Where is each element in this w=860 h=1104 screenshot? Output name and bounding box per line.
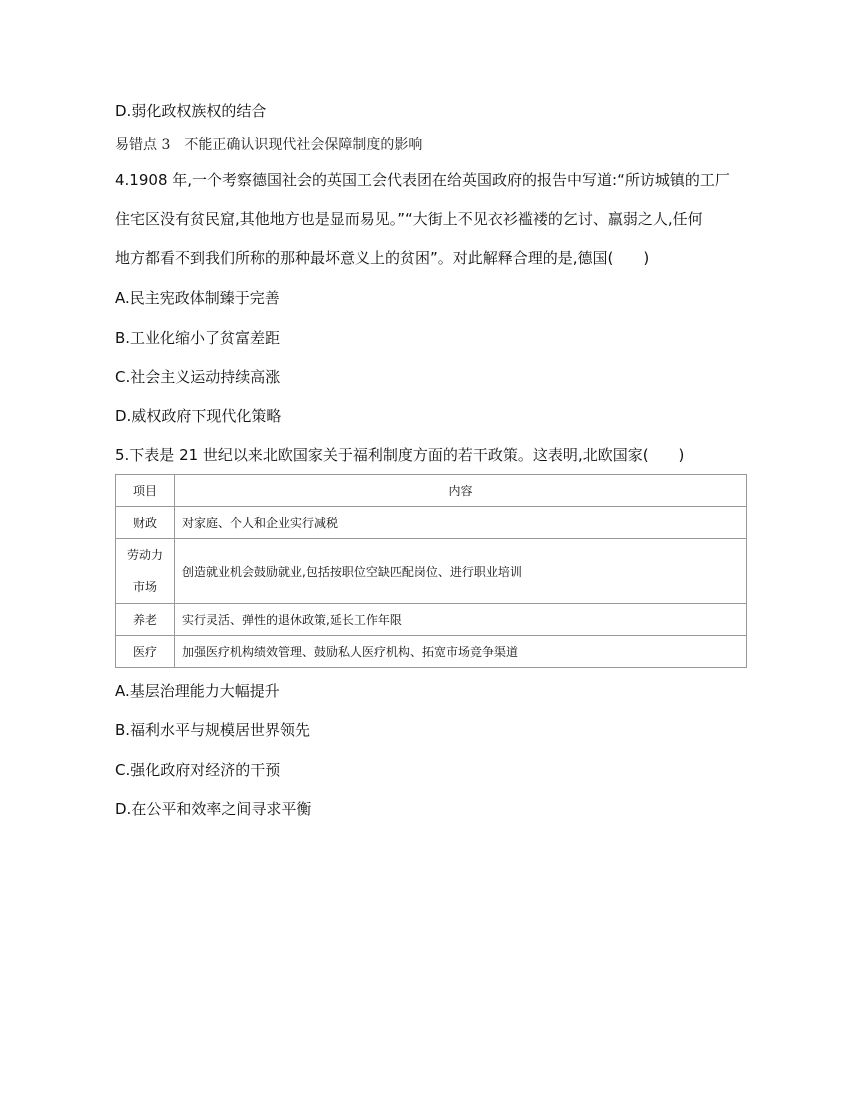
table-row (116, 539, 747, 604)
question-4-stem (115, 170, 755, 287)
prev-question-option-d: D.弱化政权族权的结合 (115, 102, 267, 120)
question-4-option-a[interactable]: A.民主宪政体制臻于完善 (115, 289, 280, 307)
table-cell-content: 实行灵活、弹性的退休政策,延长工作年限 (175, 604, 747, 636)
question-5-option-a[interactable]: A.基层治理能力大幅提升 (115, 682, 280, 700)
question-5-option-d[interactable]: D.在公平和效率之间寻求平衡 (115, 800, 312, 818)
question-5-option-b[interactable]: B.福利水平与规模居世界领先 (115, 721, 311, 739)
table-cell-item (116, 539, 175, 604)
table-header-row (116, 475, 747, 507)
question-4-stem-line: 地方都看不到我们所称的那种最坏意义上的贫困”。对此解释合理的是,德国( ) (115, 249, 650, 267)
table-cell-item: 财政 (116, 507, 175, 539)
question-5-stem: 5.下表是 21 世纪以来北欧国家关于福利制度方面的若干政策。这表明,北欧国家( ) (115, 446, 685, 464)
question-4-option-d[interactable]: D.威权政府下现代化策略 (115, 407, 282, 425)
table-cell-content: 创造就业机会鼓励就业,包括按职位空缺匹配岗位、进行职业培训 (175, 539, 747, 604)
question-4-stem-line: 4.1908 年,一个考察德国社会的英国工会代表团在给英国政府的报告中写道:“所访城镇的工厂 (115, 171, 730, 189)
table-cell-content: 加强医疗机构绩效管理、鼓励私人医疗机构、拓宽市场竞争渠道 (175, 636, 747, 668)
policy-table (115, 474, 747, 668)
question-4-option-c[interactable]: C.社会主义运动持续高涨 (115, 368, 281, 386)
table-cell-item: 养老 (116, 604, 175, 636)
question-4-option-b[interactable]: B.工业化缩小了贫富差距 (115, 329, 281, 347)
table-row (116, 604, 747, 636)
table-row (116, 507, 747, 539)
table-header-content: 内容 (175, 475, 747, 507)
table-cell-item-line: 劳动力 (126, 548, 163, 562)
table-cell-content: 对家庭、个人和企业实行减税 (175, 507, 747, 539)
question-5-option-c[interactable]: C.强化政府对经济的干预 (115, 761, 281, 779)
table-row (116, 636, 747, 668)
table-cell-item: 医疗 (116, 636, 175, 668)
section-title: 易错点 3 不能正确认识现代社会保障制度的影响 (115, 137, 423, 153)
table-cell-item-line: 市场 (132, 580, 157, 594)
table-header-item: 项目 (116, 475, 175, 507)
question-4-stem-line: 住宅区没有贫民窟,其他地方也是显而易见。”“大街上不见衣衫褴褛的乞讨、羸弱之人,任何 (115, 210, 703, 228)
